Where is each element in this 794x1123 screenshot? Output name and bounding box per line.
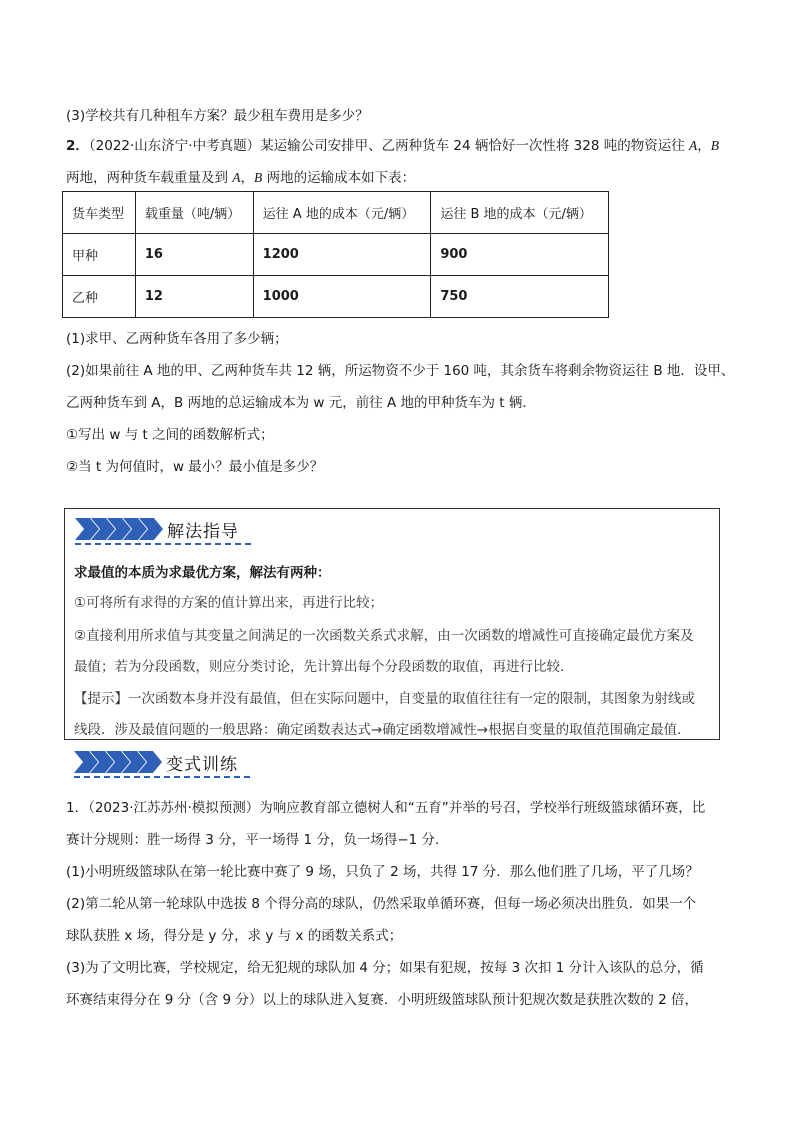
table-cell: 750: [431, 276, 609, 318]
guide-tip-line-2: 线段．涉及最值问题的一般思路：确定函数表达式→确定函数增减性→根据自变量的取值范围确定最值．: [74, 722, 691, 738]
variant-q2-line-1: (2)第二轮从第一轮球队中选拔 8 个得分高的球队，仍然采取单循环赛，但每一场必须决出胜负．如果一个: [66, 896, 697, 912]
problem-text: 某运输公司安排甲、乙两种货车 24 辆恰好一次性将 328 吨的物资运往: [260, 138, 690, 154]
table-cell: 1000: [253, 276, 431, 318]
question-3-text: (3)学校共有几种租车方案？最少租车费用是多少？: [66, 108, 369, 124]
variant-training-banner: [74, 748, 250, 778]
table-row: [63, 234, 609, 276]
variant-training-title: 变式训练: [166, 755, 238, 775]
table-header-cell: 运往 B 地的成本（元/辆）: [431, 192, 609, 234]
variant-q1: (1)小明班级篮球队在第一轮比赛中赛了 9 场，只负了 2 场，共得 17 分．那么他们胜了几场，平了几场？: [66, 864, 699, 880]
guide-item-2-line-1: ②直接利用所求值与其变量之间满足的一次函数关系式求解，由一次函数的增减性可直接确定最优方案及: [74, 628, 694, 644]
variant-problem-1-line-2: 赛计分规则：胜一场得 3 分，平一场得 1 分，负一场得−1 分．: [66, 832, 449, 848]
variant-q3-line-1: (3)为了文明比赛，学校规定，给无犯规的球队加 4 分；如果有犯规，按每 3 次扣 1 分计入该队的总分，循: [66, 960, 704, 976]
problem-2-q2-part-a: ①写出 w 与 t 之间的函数解析式；: [66, 427, 274, 443]
banner-underline: [75, 543, 251, 545]
problem-source: （2022·山东济宁·中考真题）: [88, 138, 261, 154]
table-row: [63, 276, 609, 318]
problem-2-q2-line-1: (2)如果前往 A 地的甲、乙两种货车共 12 辆，所运物资不少于 160 吨，其余货车将剩余物资运往 B 地．设甲、: [66, 363, 735, 379]
guide-tip-line-1: 【提示】一次函数本身并没有最值，但在实际问题中，自变量的取值往往有一定的限制，其图象为射线或: [74, 691, 695, 707]
problem-2-line-1: [66, 134, 719, 154]
guide-item-1: ①可将所有求得的方案的值计算出来，再进行比较；: [74, 595, 384, 611]
table-cell: 900: [431, 234, 609, 276]
cost-table: [62, 191, 609, 318]
problem-2-line-2: [66, 166, 415, 186]
problem-text: 两地的运输成本如下表：: [262, 170, 416, 186]
method-guide-title: 解法指导: [167, 522, 239, 542]
table-cell: 12: [135, 276, 253, 318]
banner-underline: [74, 776, 250, 778]
problem-2-q2-part-b: ②当 t 为何值时，w 最小？最小值是多少？: [66, 459, 324, 475]
variant-q2-line-2: 球队获胜 x 场，得分是 y 分，求 y 与 x 的函数关系式；: [66, 928, 403, 944]
table-header-cell: 载重量（吨/辆）: [135, 192, 253, 234]
table-cell: 1200: [253, 234, 431, 276]
method-guide-box: [64, 508, 720, 740]
method-guide-banner: [75, 515, 251, 545]
var-a: A: [689, 138, 698, 153]
var-a: A: [232, 170, 241, 185]
comma: ，: [240, 170, 255, 186]
table-cell: 16: [135, 234, 253, 276]
table-header-cell: 货车类型: [63, 192, 136, 234]
problem-2-q2-line-2: 乙两种货车到 A，B 两地的总运输成本为 w 元，前往 A 地的甲种货车为 t 辆．: [66, 395, 536, 411]
problem-text: 两地，两种货车载重量及到: [66, 170, 233, 186]
table-header-row: [63, 192, 609, 234]
var-b: B: [710, 138, 720, 153]
guide-bold-line: 求最值的本质为求最优方案，解法有两种：: [74, 565, 331, 581]
variant-q3-line-2: 环赛结束得分在 9 分（含 9 分）以上的球队进入复赛．小明班级篮球队预计犯规次数是获胜次数的 2 倍，: [66, 992, 699, 1008]
table-cell: 乙种: [63, 276, 136, 318]
table-cell: 甲种: [63, 234, 136, 276]
guide-item-2-line-2: 最值；若为分段函数，则应分类讨论，先计算出每个分段函数的取值，再进行比较．: [74, 659, 574, 675]
problem-number: 2．: [66, 138, 89, 154]
var-b: B: [254, 170, 263, 185]
table-header-cell: 运往 A 地的成本（元/辆）: [253, 192, 431, 234]
comma: ，: [697, 138, 711, 154]
problem-2-q1: (1)求甲、乙两种货车各用了多少辆；: [66, 331, 288, 347]
variant-problem-1-line-1: 1．（2023·江苏苏州·模拟预测）为响应教育部立德树人和“五育”并举的号召，学校举行班级篮球循环赛，比: [66, 800, 706, 816]
